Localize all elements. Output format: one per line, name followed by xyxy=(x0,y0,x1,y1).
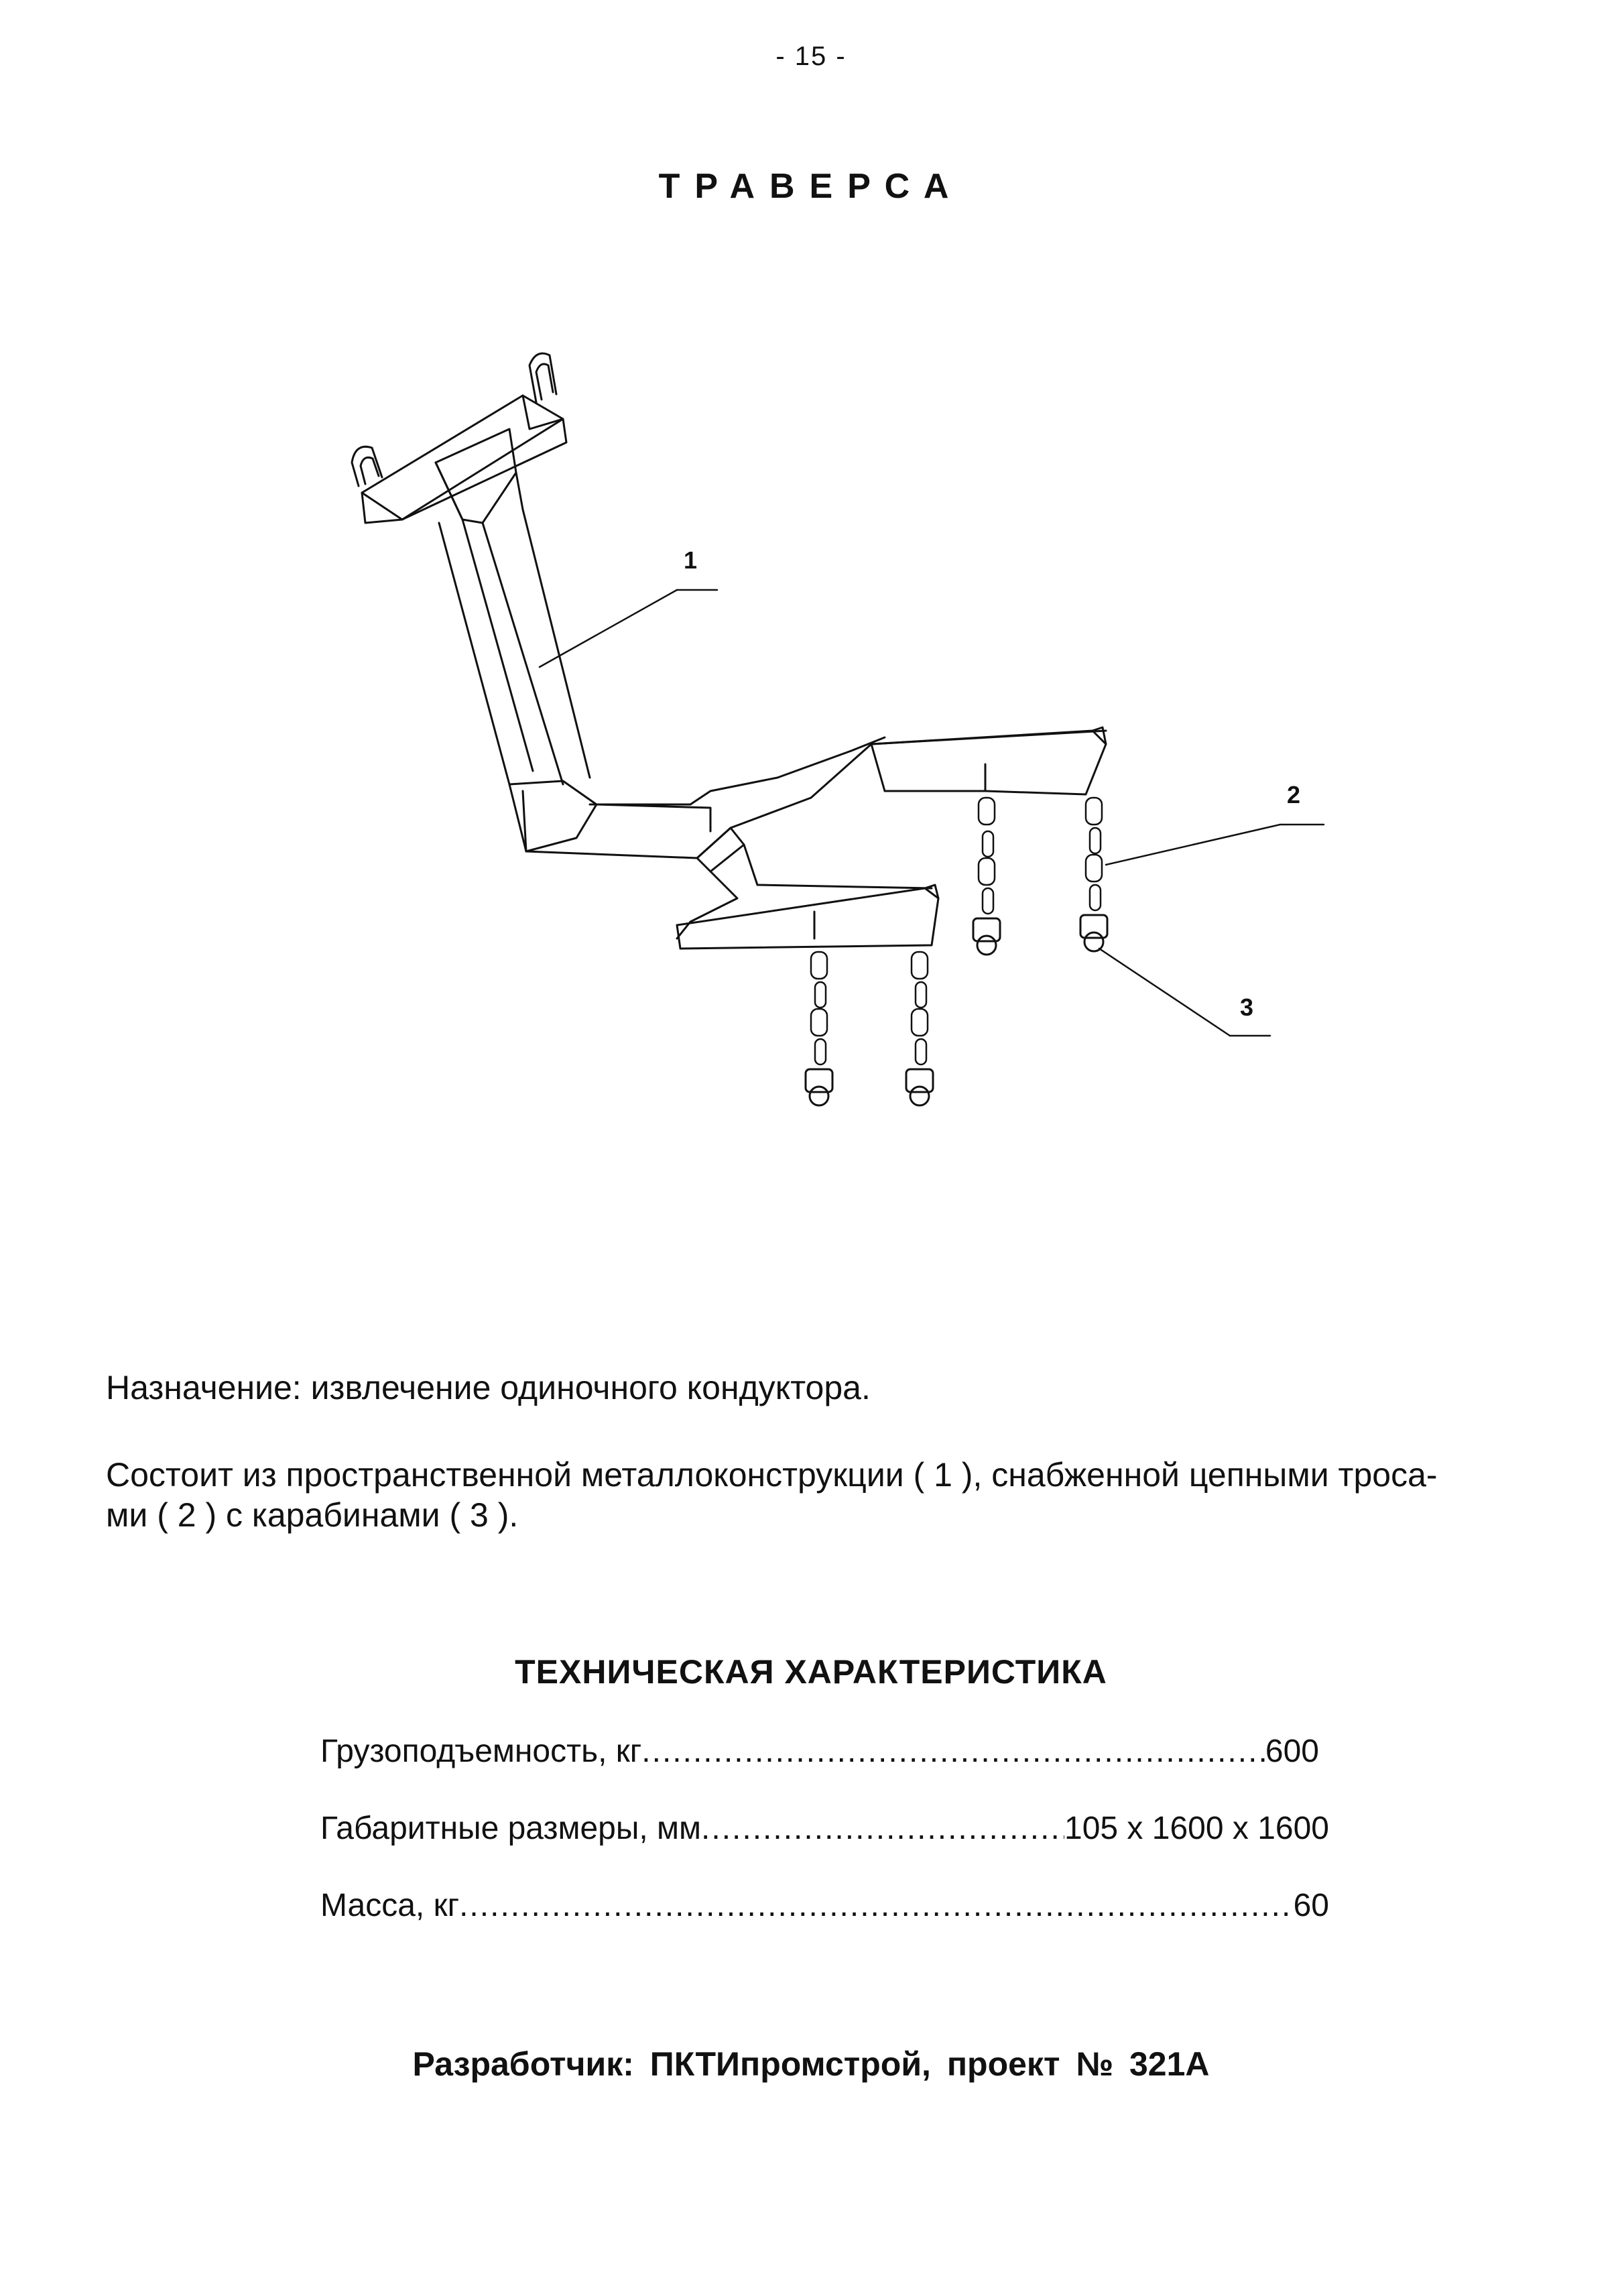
spec-row-dimensions xyxy=(320,1810,1329,1850)
composition-line-1: Состоит из пространственной металлоконструкции ( 1 ), снабженной цепными троса- xyxy=(106,1456,1438,1494)
main-column xyxy=(439,473,597,851)
traverse-drawing xyxy=(288,295,1361,1166)
page-number: - 15 - xyxy=(775,42,847,71)
composition-line-2: ми ( 2 ) с карабинами ( 3 ). xyxy=(106,1496,519,1534)
spec-label: Масса, кг xyxy=(320,1888,460,1923)
spec-row-mass xyxy=(320,1887,1329,1927)
chain-slings xyxy=(811,798,1102,1065)
top-crossbar xyxy=(352,353,566,523)
callout-leaders xyxy=(540,590,1324,1036)
leader-dots xyxy=(459,1887,1294,1924)
leader-dots xyxy=(641,1733,1265,1770)
lower-arm xyxy=(526,727,1106,949)
specs-heading: ТЕХНИЧЕСКАЯ ХАРАКТЕРИСТИКА xyxy=(515,1653,1107,1691)
spec-value: 105 х 1600 х 1600 xyxy=(1064,1811,1329,1846)
callout-label-2: 2 xyxy=(1287,781,1301,808)
spec-value: 600 xyxy=(1265,1734,1319,1769)
developer-credit: Разработчик: ПКТИпромстрой, проект № 321А xyxy=(412,2045,1210,2083)
leader-dots xyxy=(701,1810,1064,1847)
spec-label: Габаритные размеры, мм xyxy=(320,1811,702,1846)
composition-text xyxy=(106,1455,1500,1535)
callout-label-1: 1 xyxy=(684,546,698,574)
carabiners xyxy=(806,915,1107,1105)
spec-row-capacity xyxy=(320,1733,1319,1773)
document-title: ТРАВЕРСА xyxy=(658,167,964,206)
callout-label-3: 3 xyxy=(1240,993,1254,1021)
spec-value: 60 xyxy=(1293,1888,1329,1923)
purpose-text: Назначение: извлечение одиночного кондуктора. xyxy=(106,1369,871,1406)
spec-label: Грузоподъемность, кг xyxy=(320,1734,642,1769)
